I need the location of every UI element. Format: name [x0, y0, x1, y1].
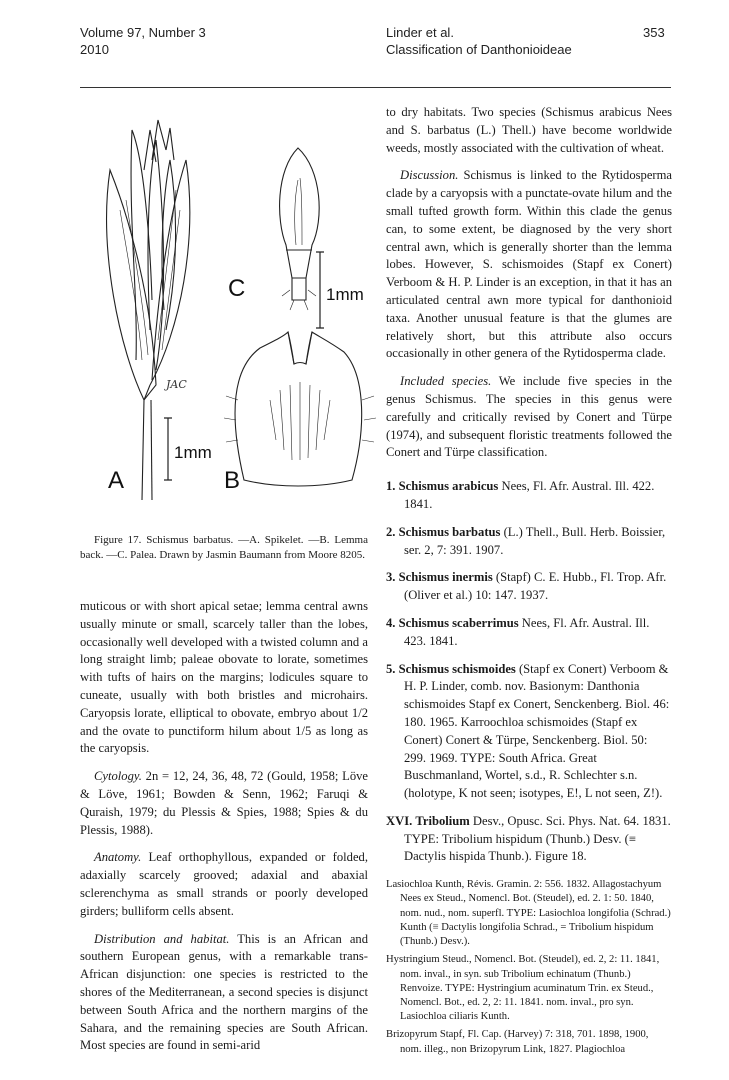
header-volume: Volume 97, Number 3	[80, 25, 206, 40]
paragraph-distribution	[80, 931, 368, 1056]
species-name: Schismus schismoides	[398, 661, 516, 676]
paragraph-included	[386, 373, 672, 462]
synonym-lasiochloa: Lasiochloa Kunth, Révis. Gramin. 2: 556. 1832. Allagostachyum Nees ex Steud., Nomencl. Bot. (Steudel), ed. 2. 1: 50. 1840, nom. nud., nom. superfl. TYPE: Lasiochloa longifolia (Schrad.) Kunth (≡ Dactylis longifolia Schrad., = Tribolium hispidum (Thunb.) Desv.).	[386, 879, 671, 948]
species-name: Schismus arabicus	[398, 479, 499, 494]
anatomy-text: Leaf orthophyllous, expanded or folded, adaxially scarcely grooved; adaxial and abaxial sclerenchyma as small strands or poorly developed girders; bulliform cells absent.	[80, 850, 368, 918]
species-entry: 3. Schismus inermis (Stapf) C. E. Hubb., Fl. Trop. Afr. (Oliver et al.) 10: 147. 1937.	[386, 570, 667, 603]
scale-label-a: 1mm	[174, 443, 212, 462]
header-authors: Linder et al.	[386, 25, 454, 40]
left-column	[80, 598, 368, 1065]
anatomy-heading: Anatomy.	[94, 850, 142, 865]
page-number: 353	[643, 25, 665, 40]
paragraph-description: muticous or with short apical setae; lemma central awns usually minute or small, scarcely taller than the lobes, occasionally well developed with a twisted column and a long straight limb; paleae obovate to lorate, sometimes with tufts of hairs on the margins; lodicules square to cuneate, usually with both bristles and microhairs. Caryopsis lorate, elliptical to obovate, embryo about 1/2 and the ovate to punctiform hilum about 1/5 as long as the caryopsis.	[80, 599, 368, 756]
scale-bar-a	[164, 418, 172, 480]
genus-entry-tribolium	[386, 813, 672, 866]
genus-citation: Desv., Opusc. Sci. Phys. Nat. 64. 1831. TYPE: Tribolium hispidum (Thunb.) Desv. (≡ Dactylis hispida Thunb.). Figure 18.	[404, 813, 671, 864]
paragraph-habitat: to dry habitats. Two species (Schismus arabicus Nees and S. barbatus (L.) Thell.) have become worldwide weeds, mostly associated with the cultivation of wheat.	[386, 105, 672, 155]
genus-number: XVI.	[386, 813, 413, 828]
synonym-hystringium: Hystringium Steud., Nomencl. Bot. (Steudel), ed. 2, 2: 11. 1841, nom. inval., in syn. sub Tribolium echinatum (Thunb.) Renvoize. TYPE: Hystringium acuminatum Trin. ex Steud., Nomencl. Bot., ed. 2, 2: 11. 1841. nom. inval., pro syn. Lasiochloa ciliaris Kunth.	[386, 954, 660, 1023]
species-name: Schismus scaberrimus	[398, 615, 519, 630]
distribution-text: This is an African and southern European genus, with a remarkable trans-African disjunction: one species is restricted to the shores of the Mediterranean, a second species is disjunct between South Africa and the northern margins of the Sahara, and the remaining species are South African. Most species are found in semi-arid	[80, 931, 369, 1053]
included-text: We include five species in the genus Schismus. The species in this genus were carefully and critically revised by Conert and Türpe (1974), and subsequent floristic treatments followed the Conert and Türpe classification.	[386, 374, 672, 460]
species-entry: 1. Schismus arabicus Nees, Fl. Afr. Austral. Ill. 422. 1841.	[386, 479, 655, 511]
distribution-heading: Distribution and habitat.	[94, 931, 230, 946]
botanical-drawing	[80, 100, 376, 500]
header-rule	[80, 87, 671, 88]
label-c: C	[228, 275, 246, 302]
included-heading: Included species.	[400, 374, 492, 389]
lemma-drawing	[224, 332, 376, 486]
label-b: B	[224, 467, 241, 494]
species-entry: 2. Schismus barbatus (L.) Thell., Bull. Herb. Boissier, ser. 2, 7: 391. 1907.	[386, 524, 666, 557]
species-entry: 5. Schismus schismoides (Stapf ex Conert) Verboom & H. P. Linder, comb. nov. Basionym: Danthonia schismoides Stapf ex Conert, Senckenberg. Biol. 46: 180. 1965. Karroochloa schismoides (Stapf ex Conert) Conert & Türpe, Senckenberg. Biol. 50: 299. 1969. TYPE: South Africa. Great Buschmanland, Wortel, s.d., R. Schlechter s.n. (holotype, K not seen; isotypes, E!, L not seen, Z!).	[386, 661, 670, 801]
cytology-text: 2n = 12, 24, 36, 48, 72 (Gould, 1958; Löve & Löve, 1961; Bowden & Senn, 1962; Faruqi & Quraish, 1979; du Plessis & Spies, 1988; Spies & du Plessis, 1988).	[80, 769, 368, 837]
cytology-heading: Cytology.	[94, 769, 142, 784]
palea-drawing	[280, 148, 320, 310]
synonym-brizopyrum: Brizopyrum Stapf, Fl. Cap. (Harvey) 7: 318, 701. 1898, 1900, nom. illeg., non Brizopyrum Link, 1827. Plagiochloa	[386, 1029, 649, 1055]
paragraph-cytology	[80, 768, 368, 839]
header-title: Classification of Danthonioideae	[386, 42, 572, 57]
figure-caption: Figure 17. Schismus barbatus. —A. Spikelet. —B. Lemma back. —C. Palea. Drawn by Jasmin Baumann from Moore 8205.	[80, 534, 368, 561]
discussion-text: Schismus is linked to the Rytidosperma clade by a caryopsis with a punctate-ovate hilum and the small tufted growth form. Within this clade the genus can, to some extent, be diagnosed by the very short central awn, which is generally shorter than the lemma lobes. However, S. schismoides (Stapf ex Conert) Verboom & H. P. Linder is an exception, in that it has an articulated central awn more typical for danthonioid taxa. Another unusual feature is that the glumes are relatively short, but this attribute also occurs occasionally in other genera of the Rytidosperma clade.	[386, 168, 672, 361]
species-entry: 4. Schismus scaberrimus Nees, Fl. Afr. Austral. Ill. 423. 1841.	[386, 615, 650, 648]
paragraph-anatomy	[80, 849, 368, 920]
right-column	[386, 104, 672, 1061]
header-year: 2010	[80, 42, 109, 57]
paragraph-discussion	[386, 167, 672, 363]
species-name: Schismus inermis	[398, 570, 493, 585]
scale-bar-c	[316, 252, 324, 328]
species-name: Schismus barbatus	[398, 524, 501, 539]
scale-label-c: 1mm	[326, 285, 364, 304]
label-a: A	[108, 467, 125, 494]
genus-name: Tribolium	[415, 813, 470, 828]
artist-initials: JAC	[166, 378, 187, 391]
figure-17	[80, 100, 376, 500]
discussion-heading: Discussion.	[400, 168, 459, 183]
